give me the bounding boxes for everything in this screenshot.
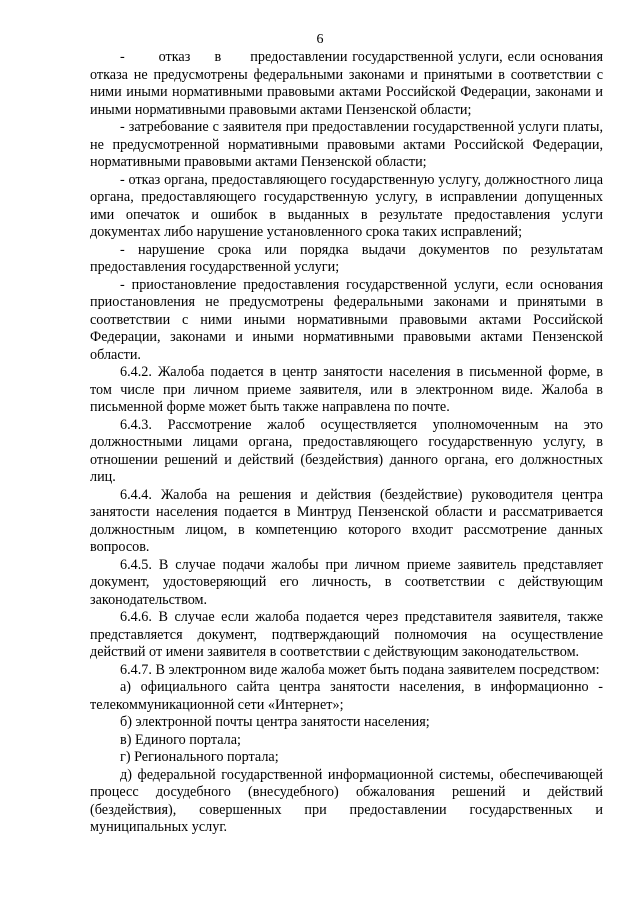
paragraph-6-4-3: 6.4.3. Рассмотрение жалоб осуществляется уполномоченным на это должностными лицами органа, предоставляющего государственную услугу, в отношении решений и действий (бездействия) данного органа, его должностных лиц. [90,416,603,485]
page-number: 6 [316,32,324,47]
document-body [90,49,603,837]
paragraph-6-4-6: 6.4.6. В случае если жалоба подается через представителя заявителя, также представляется документ, подтверждающий полномочия на осуществление действий от имени заявителя в соответствии с действующим законодательством. [90,609,603,660]
list-item-g: г) Регионального портала; [120,749,279,765]
paragraph-fee-demand: - затребование с заявителя при предоставлении государственной услуги платы, не предусмотренной нормативными правовыми актами Российской Федерации, нормативными правовыми актами Пензенской области; [90,119,603,170]
paragraph-6-4-2: 6.4.2. Жалоба подается в центр занятости населения в письменной форме, в том числе при личном приеме заявителя, или в электронном виде. Жалоба в письменной форме может быть также направлена по почте. [90,364,603,415]
paragraph-6-4-4: 6.4.4. Жалоба на решения и действия (бездействие) руководителя центра занятости населения подается в Минтруд Пензенской области и рассматривается должностным лицом, в компетенцию которого входит рассмотрение данных вопросов. [90,486,603,555]
paragraph-refusal: - отказ в предоставлении государственной услуги, если основания отказа не предусмотрены федеральными законами и принятыми в соответствии с ними иными нормативными правовыми актами Российской Федерации, законами и иными нормативными правовыми актами Пензенской области; [90,49,603,118]
paragraph-correction-refusal: - отказ органа, предоставляющего государственную услугу, должностного лица органа, предоставляющего государственную услугу, в исправлении допущенных ими опечаток и ошибок в выданных в результате предоставления услуги документах либо нарушение установленного срока таких исправлений; [90,171,603,240]
list-item-d: д) федеральной государственной информационной системы, обеспечивающей процесс досудебного (внесудебного) обжалования решений и действий (бездействия), совершенных при предоставлении государственных и муниципальных услуг. [90,766,603,835]
paragraph-suspension: - приостановление предоставления государственной услуги, если основания приостановления не предусмотрены федеральными законами и принятыми в соответствии с ними иными нормативными правовыми актами Российской Федерации, законами и иными нормативными правовыми актами Пензенской области. [90,276,603,363]
paragraph-deadline-violation: - нарушение срока или порядка выдачи документов по результатам предоставления государственной услуги; [90,241,603,275]
list-item-a: а) официального сайта центра занятости населения, в информационно - телекоммуникационной сети «Интернет»; [90,679,603,713]
paragraph-6-4-7: 6.4.7. В электронном виде жалоба может быть подана заявителем посредством: [120,661,600,678]
paragraph-6-4-5: 6.4.5. В случае подачи жалобы при личном приеме заявитель представляет документ, удостоверяющий его личность, в соответствии с действующим законодательством. [90,556,603,608]
list-item-b: б) электронной почты центра занятости населения; [120,714,430,730]
list-item-v: в) Единого портала; [120,731,241,748]
